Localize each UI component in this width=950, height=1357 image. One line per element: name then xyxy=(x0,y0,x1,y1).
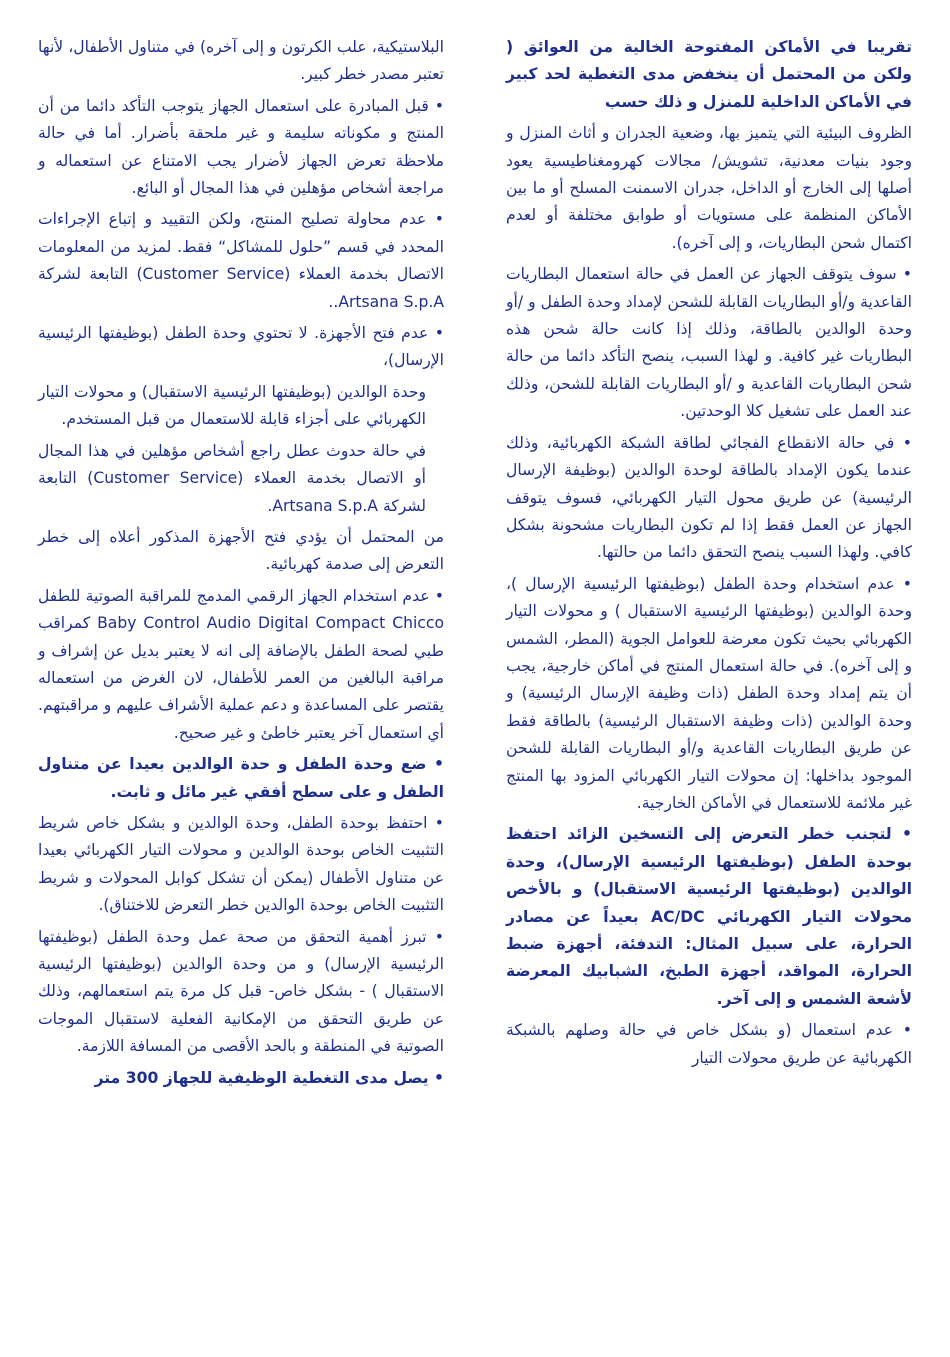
paragraph-function-check: • تبرز أهمية التحقق من صحة عمل وحدة الطفل (بوظيفتها الرئيسية الإرسال) و من وحدة الوالدين (بوظيفتها الرئيسية الاستقبال ) - بشكل خاص- قبل كل مرة يتم استعمالهم، وذلك عن طريق التحقق من الإمكانية الفعلية لاستقبال الموجات الصوتية في المنطقة و بالحد الأقصى من المسافة اللازمة. xyxy=(38,927,444,1056)
paragraph-no-repair: • عدم محاولة تصليح المنتج، ولكن التقييد و إتباع الإجراءات المحدد في قسم ”حلول للمشاكل“ فقط. لمزيد من المعلومات الاتصال بخدمة العملاء (Customer Service) التابعة لشركة Artsana S.p.A.. xyxy=(38,210,444,311)
paragraph-overheating: • لتجنب خطر التعرض إلى التسخين الزائد احتفظ بوحدة الطفل (بوظيفتها الرئيسية الإرسال)، وحدة الوالدين (بوظيفتها الرئيسية الاستقبال) و بالأخص محولات التيار الكهربائي AC/DC بعيداً عن مصادر الحرارة، على سبيل المثال: التدفئة، أجهزة ضبط الحرارة، المواقد، أجهزة الطبخ، الشبابيك المعرضة لأشعة الشمس و إلى آخر. xyxy=(506,825,913,1008)
paragraph-usage-adapter: • عدم استعمال (و بشكل خاص في حالة وصلهم بالشبكة الكهربائية عن طريق محولات التيار xyxy=(506,1021,912,1067)
two-column-layout xyxy=(38,34,912,1096)
paragraph-check-before-use: • قبل المبادرة على استعمال الجهاز يتوجب التأكد دائما من أن المنتج و مكوناته سليمة و غير ملحقة بأضرار. أما في حالة ملاحظة تعرض الجهاز لأضرار يجب الامتناع عن استعماله و مراجعة أشخاص مؤهلين في هذا المجال أو البائع. xyxy=(38,96,444,198)
paragraph-power-outage: • في حالة الانقطاع الفجائي لطاقة الشبكة الكهربائية، وذلك عندما يكون الإمداد بالطاقة لوحدة الوالدين (بوظيفة الإرسال الرئيسية) عن طريق محول التيار الكهربائي، فسوف يتوقف الجهاز عن العمل فقط إذا لم تكون البطاريات مشحونة بشكل كافي. ولهذا السبب ينصح التحقق دائما من حالتها. xyxy=(506,433,912,562)
paragraph-not-medical-device: • عدم استخدام الجهاز الرقمي المدمج للمراقبة الصوتية للطفل Baby Control Audio Digital Compact Chicco كمراقب طبي لصحة الطفل بالإضافة إلى انه لا يعتبر بديل عن إشراف و مراقبة البالغين من العمر للأطفال، لان الغرض من استعماله يقتصر على المساعدة و دعم عملية الأشراف عليهم و مراقبتهم. أي استعمال آخر يعتبر خاطئ و غير صحيح. xyxy=(38,586,444,742)
paragraph-shock-risk: من المحتمل أن يؤدي فتح الأجهزة المذكور أعلاه إلى خطر التعرض إلى صدمة كهربائية. xyxy=(38,527,444,574)
left-text-column xyxy=(38,34,444,1096)
paragraph-parent-unit-parts: وحدة الوالدين (بوظيفتها الرئيسية الاستقبال) و محولات التيار الكهربائي على أجزاء قابلة للاستعمال من قبل المستخدم. xyxy=(38,382,426,429)
paragraph-placement: • ضع وحدة الطفل و حدة الوالدين بعيدا عن متناول الطفل و على سطح أفقي غير مائل و ثابت. xyxy=(38,755,444,801)
paragraph-do-not-open: • عدم فتح الأجهزة. لا تحتوي وحدة الطفل (بوظيفتها الرئيسية الإرسال)، xyxy=(38,324,444,370)
paragraph-battery-warning: • سوف يتوقف الجهاز عن العمل في حالة استعمال البطاريات القاعدية و/أو البطاريات القابلة للشحن لإمداد وحدة الطفل و /أو وحدة الوالدين بالطاقة، وذلك إذا كانت حالة شحن هذه البطاريات غير كافية. و لهذا السبب، ينصح التأكد دائما من حالة شحن البطاريات القاعدية و /أو البطاريات القابلة للشحن، وذلك عند العمل على تشغيل كلا الوحدتين. xyxy=(506,265,912,421)
paragraph-plastic-packaging: البلاستيكية، علب الكرتون و إلى آخره) في متناول الأطفال، لأنها تعتبر مصدر خطر كبير. xyxy=(38,38,444,84)
paragraph-environment-conditions: الظروف البيئية التي يتميز بها، وضعية الجدران و أثاث المنزل و وجود بنيات معدنية، تشويش/ مجالات كهرومغناطيسية يعود أصلها إلى الخارج أو الداخل، جدران الاسمنت المسلح أو ما بين الأماكن المنظمة على مستويات أو طوابق مختلفة أو لعدم اكتمال شحن البطاريات، و إلى آخره). xyxy=(506,124,912,252)
paragraph-range-start: • يصل مدى التغطية الوظيفية للجهاز 300 متر xyxy=(94,1068,444,1087)
right-text-column xyxy=(506,34,912,1076)
paragraph-range-continued: تقريبا في الأماكن المفتوحة الخالية من العوائق ( ولكن من المحتمل أن ينخفض مدى التغطية لحد كبير في الأماكن الداخلية للمنزل و ذلك حسب xyxy=(506,38,912,111)
paragraph-weather-exposure: • عدم استخدام وحدة الطفل (بوظيفتها الرئيسية الإرسال )، وحدة الوالدين (بوظيفتها الرئيسية الاستقبال ) و محولات التيار الكهربائي بحيث تكون معرضة للعوامل الجوية (المطر، الشمس و إلى آخره). في حالة استعمال المنتج في أماكن خارجية، يجب أن يتم إمداد وحدة الطفل (ذات وظيفة الإرسال الرئيسية) و وحدة الوالدين (ذات وظيفة الاستقبال الرئيسية) بالطاقة فقط عن طريق البطاريات القاعدية و/أو البطاريات القابلة للشحن الموجود بداخلها: إن محولات التيار الكهربائي المزود بها المنتج غير ملائمة للاستعمال في الأماكن الخارجية. xyxy=(506,574,912,812)
paragraph-strangulation: • احتفظ بوحدة الطفل، وحدة الوالدين و بشكل خاص شريط التثبيت الخاص بوحدة الوالدين و محولات التيار الكهربائي بعيدا عن متناول الأطفال (يمكن أن تشكل كوابل المحولات و شريط التثبيت الخاص بوحدة الوالدين خطر التعرض للاختناق). xyxy=(38,813,444,915)
paragraph-fault-contact: في حالة حدوث عطل راجع أشخاص مؤهلين في هذا المجال أو الاتصال بخدمة العملاء (Customer Service) التابعة لشركة Artsana S.p.A. xyxy=(38,441,426,515)
